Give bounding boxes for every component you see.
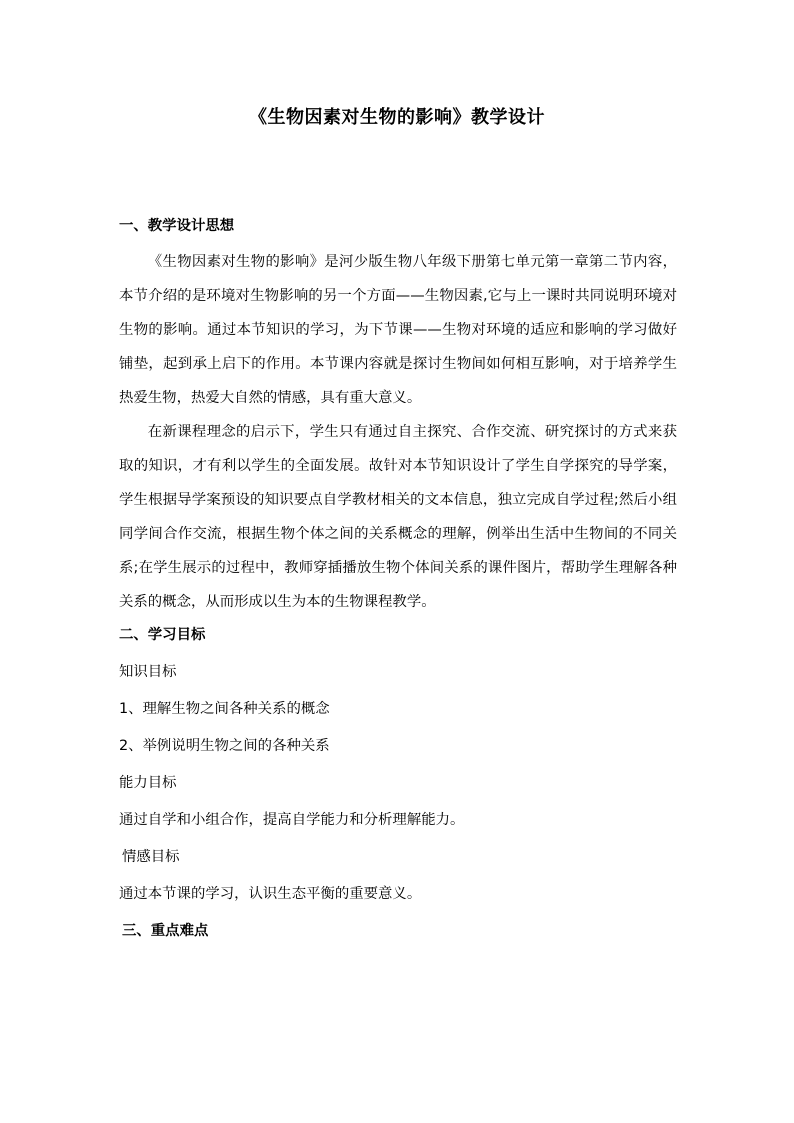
ability-goal-label: 能力目标 (119, 775, 177, 791)
section-heading-design-idea: 一、教学设计思想 (119, 218, 235, 234)
emotion-goal-text: 通过本节课的学习，认识生态平衡的重要意义。 (119, 886, 422, 902)
document-body (119, 214, 677, 950)
knowledge-goal-item: 2、举例说明生物之间的各种关系 (119, 738, 330, 754)
section-heading-key-points: 三、重点难点 (122, 923, 209, 939)
knowledge-goal-label: 知识目标 (119, 664, 177, 680)
section-heading-objectives: 二、学习目标 (119, 627, 206, 643)
knowledge-goal-item: 1、理解生物之间各种关系的概念 (119, 701, 330, 717)
document-title: 《生物因素对生物的影响》教学设计 (249, 107, 545, 128)
emotion-goal-label: 情感目标 (122, 849, 180, 865)
ability-goal-text: 通过自学和小组合作，提高自学能力和分析理解能力。 (119, 812, 465, 828)
paragraph-intro: 《生物因素对生物的影响》是河少版生物八年级下册第七单元第一章第二节内容，本节介绍的是环境对生物影响的另一个方面——生物因素,它与上一课时共同说明环境对生物的影响。通过本节知识的学习，为下节课——生物对环境的适应和影响的学习做好铺垫，起到承上启下的作用。本节课内容就是探讨生物间如何相互影响，对于培养学生热爱生物，热爱大自然的情感，具有重大意义。 (119, 254, 677, 406)
paragraph-method: 在新课程理念的启示下，学生只有通过自主探究、合作交流、研究探讨的方式来获取的知识，才有利以学生的全面发展。故针对本节知识设计了学生自学探究的导学案，学生根据导学案预设的知识要点自学教材相关的文本信息，独立完成自学过程;然后小组同学间合作交流，根据生物个体之间的关系概念的理解，例举出生活中生物间的不同关系;在学生展示的过程中，教师穿插播放生物个体间关系的课件图片，帮助学生理解各种关系的概念，从而形成以生为本的生物课程教学。 (119, 424, 677, 610)
